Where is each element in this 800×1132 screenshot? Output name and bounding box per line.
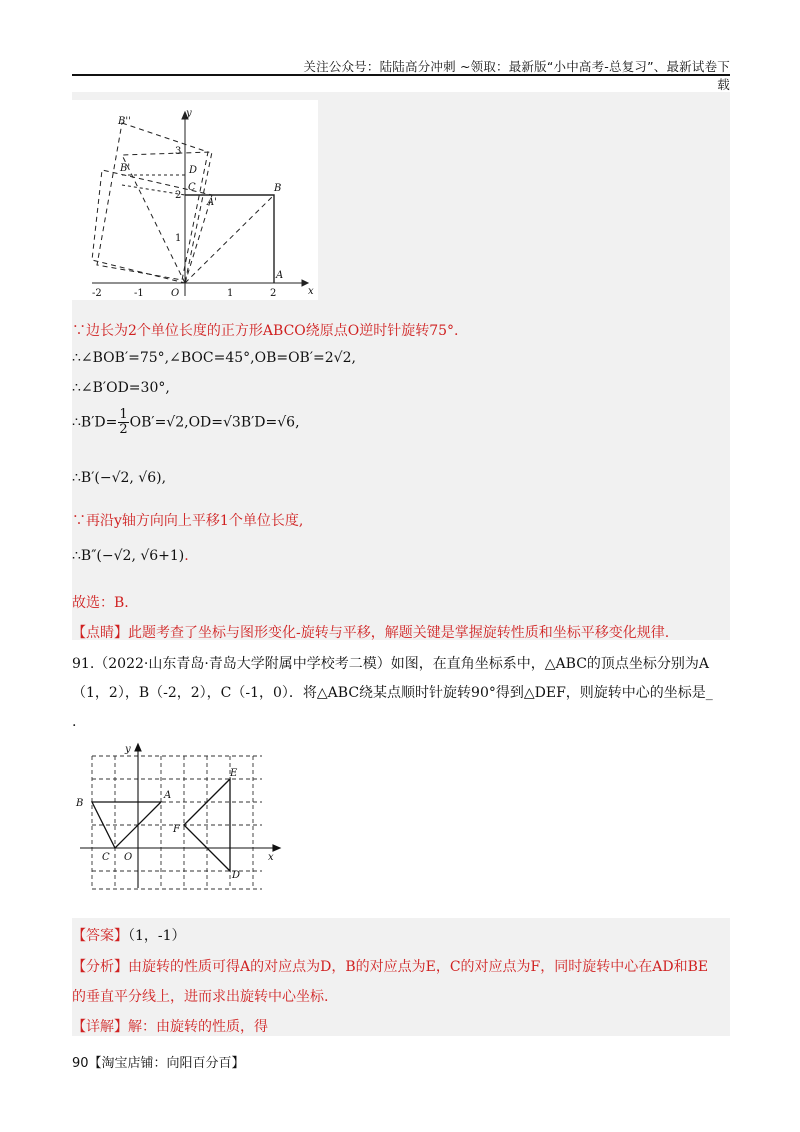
tick-y-3: 3 (175, 146, 182, 157)
solution-line-7a: ∴B″(−√2, √6+1) (72, 548, 185, 564)
label-c: C (102, 852, 110, 863)
solution-line-5: ∴B′(−√2, √6), (72, 470, 167, 486)
grid-figure (72, 742, 292, 892)
label-f: F (173, 824, 180, 835)
analysis-tag: 【分析】 (72, 959, 128, 975)
page-number: 90 (72, 1056, 89, 1071)
solution-line-4 (72, 408, 300, 437)
axis-x-arrow (273, 845, 280, 851)
square-translated (97, 123, 208, 280)
rotation-figure (72, 100, 318, 300)
detail-line (72, 1016, 268, 1036)
label-y2: y (125, 744, 131, 755)
solution-line-6: ∵再沿y轴方向向上平移1个单位长度, (72, 513, 304, 529)
header-divider (72, 74, 730, 76)
question-text: （2022·山东青岛·青岛大学附属中学校考二模）如图，在直角坐标系中，△ABC的顶点坐标分别为A（1，2），B（-2，2），C（-1，0）．将△ABC绕某点顺时针旋转90°得到△DEF，则旋转中心的坐标是_ (72, 656, 713, 701)
solution-line-2: ∴∠BOB′=75°,∠BOC=45°,OB=OB′=2√2, (72, 350, 356, 366)
label-b: B (274, 183, 282, 194)
comment-text: 此题考查了坐标与图形变化-旋转与平移，解题关键是掌握旋转性质和坐标平移变化规律. (128, 625, 670, 641)
tick-x-2: 2 (270, 288, 277, 299)
label-a: A (164, 790, 172, 801)
analysis-line-2: 的垂直平分线上，进而求出旋转中心坐标. (72, 989, 329, 1005)
question-tail: . (72, 714, 77, 730)
detail-tag: 【详解】 (72, 1019, 128, 1035)
label-b: B (76, 798, 84, 809)
label-b1: B' (120, 163, 131, 174)
label-a: A (276, 270, 284, 281)
label-x2: x (268, 852, 274, 863)
tick-y-1: 1 (175, 233, 182, 244)
axis-y-arrow (135, 744, 141, 751)
page-footer (72, 1052, 245, 1071)
label-d: D (189, 165, 198, 176)
analysis-line-1 (72, 956, 708, 976)
answer-tag: 【答案】 (72, 928, 128, 944)
question-number: 91. (72, 656, 95, 672)
label-o: O (171, 288, 180, 299)
answer-value: （1，-1） (128, 928, 186, 944)
label-x: x (308, 286, 314, 297)
label-b2: B'' (118, 116, 131, 127)
label-o: O (124, 852, 133, 863)
solution-line-4a: ∴B′D= (72, 414, 118, 431)
label-d: D (232, 870, 241, 881)
question-block (72, 650, 732, 737)
solution-line-3: ∴∠B′OD=30°, (72, 380, 170, 396)
label-c: C (188, 182, 196, 193)
tick-x-m1: -1 (134, 288, 144, 299)
tick-x-m2: -2 (92, 288, 102, 299)
answer-line (72, 925, 186, 945)
answer-choice: 故选：B. (72, 595, 129, 611)
detail-text: 解：由旋转的性质，得 (128, 1019, 268, 1035)
triangle-ob1 (122, 152, 212, 283)
solution-line-4b: OB′=√2,OD=√3B′D=√6, (129, 414, 300, 431)
solution-line-7 (72, 548, 189, 564)
analysis-text-1: 由旋转的性质可得A的对应点为D，B的对应点为E，C的对应点为F，同时旋转中心在AD和BE (128, 959, 709, 975)
solution-line-7b: . (184, 548, 189, 564)
tick-x-1: 1 (227, 288, 234, 299)
label-y: y (186, 108, 192, 119)
tick-y-2: 2 (175, 190, 182, 201)
fraction-denominator: 2 (119, 422, 128, 437)
page-header: 关注公众号：陆陆高分冲刺 ~领取：最新版“小中高考-总复习”、最新试卷下载 (303, 59, 730, 92)
label-a1: A' (207, 197, 217, 208)
comment-tag: 【点睛】 (72, 625, 128, 641)
comment-line (72, 622, 669, 642)
fraction-numerator: 1 (119, 407, 128, 422)
solution-line-1: ∵边长为2个单位长度的正方形ABCO绕原点O逆时针旋转75°. (72, 323, 459, 339)
label-e: E (230, 768, 238, 779)
fraction-half (118, 408, 128, 437)
shop-name: 【淘宝店铺：向阳百分百】 (88, 1056, 245, 1071)
